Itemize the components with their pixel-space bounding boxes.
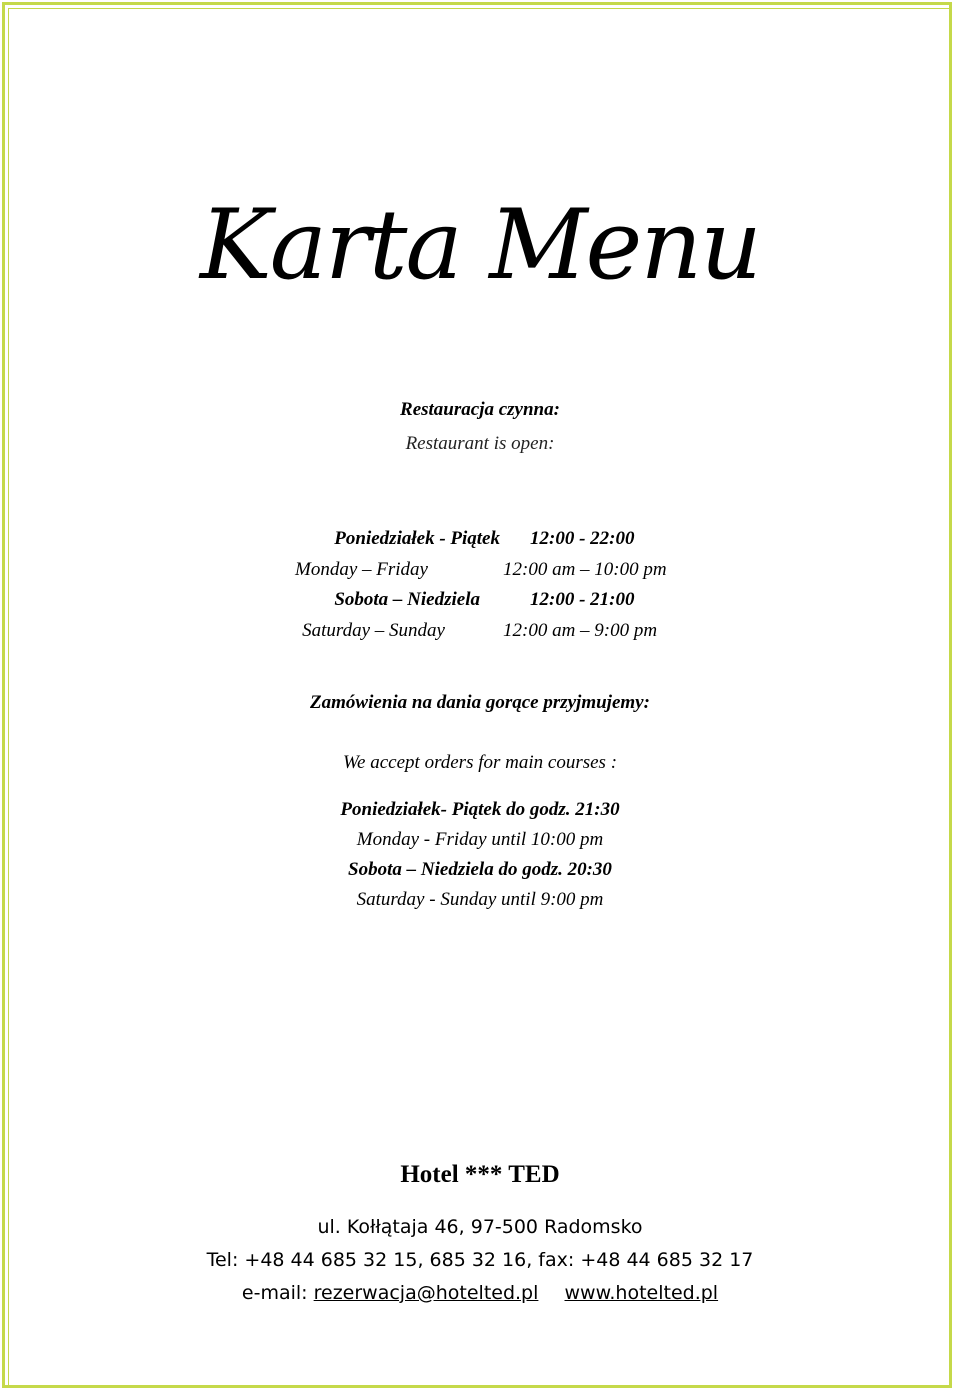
hours-days-0: Poniedziałek - Piątek [334,528,500,549]
orders-line-3: Saturday - Sunday until 9:00 pm [356,889,604,910]
email-link[interactable]: rezerwacja@hotelted.pl [313,1282,539,1304]
hours-time-2: 12:00 - 21:00 [530,589,635,610]
email-label: e-mail: [241,1282,308,1304]
hotel-phones: Tel: +48 44 685 32 15, 685 32 16, fax: +48 44 685 32 17 [206,1249,754,1271]
orders-line-0: Poniedziałek- Piątek do godz. 21:30 [340,799,620,820]
orders-line-1: Monday - Friday until 10:00 pm [356,829,604,850]
page-title: Karta Menu [200,189,760,301]
hotel-contact-line [0,1280,960,1306]
hours-time-0: 12:00 - 22:00 [530,528,635,549]
hours-days-3: Saturday – Sunday [302,620,445,641]
website-link[interactable]: www.hotelted.pl [564,1282,719,1304]
orders-heading-pl: Zamówienia na dania gorące przyjmujemy: [310,692,650,713]
open-heading-pl: Restauracja czynna: [400,399,560,420]
orders-line-2: Sobota – Niedziela do godz. 20:30 [348,859,612,880]
hotel-address: ul. Kołłątaja 46, 97-500 Radomsko [317,1216,643,1238]
orders-heading-en: We accept orders for main courses : [342,752,618,773]
hours-time-3: 12:00 am – 9:00 pm [503,620,658,641]
hours-days-2: Sobota – Niedziela [334,589,480,610]
open-heading-en: Restaurant is open: [405,433,555,454]
hours-time-1: 12:00 am – 10:00 pm [503,559,667,580]
hotel-name: Hotel *** TED [400,1161,560,1188]
hours-days-1: Monday – Friday [295,559,428,580]
